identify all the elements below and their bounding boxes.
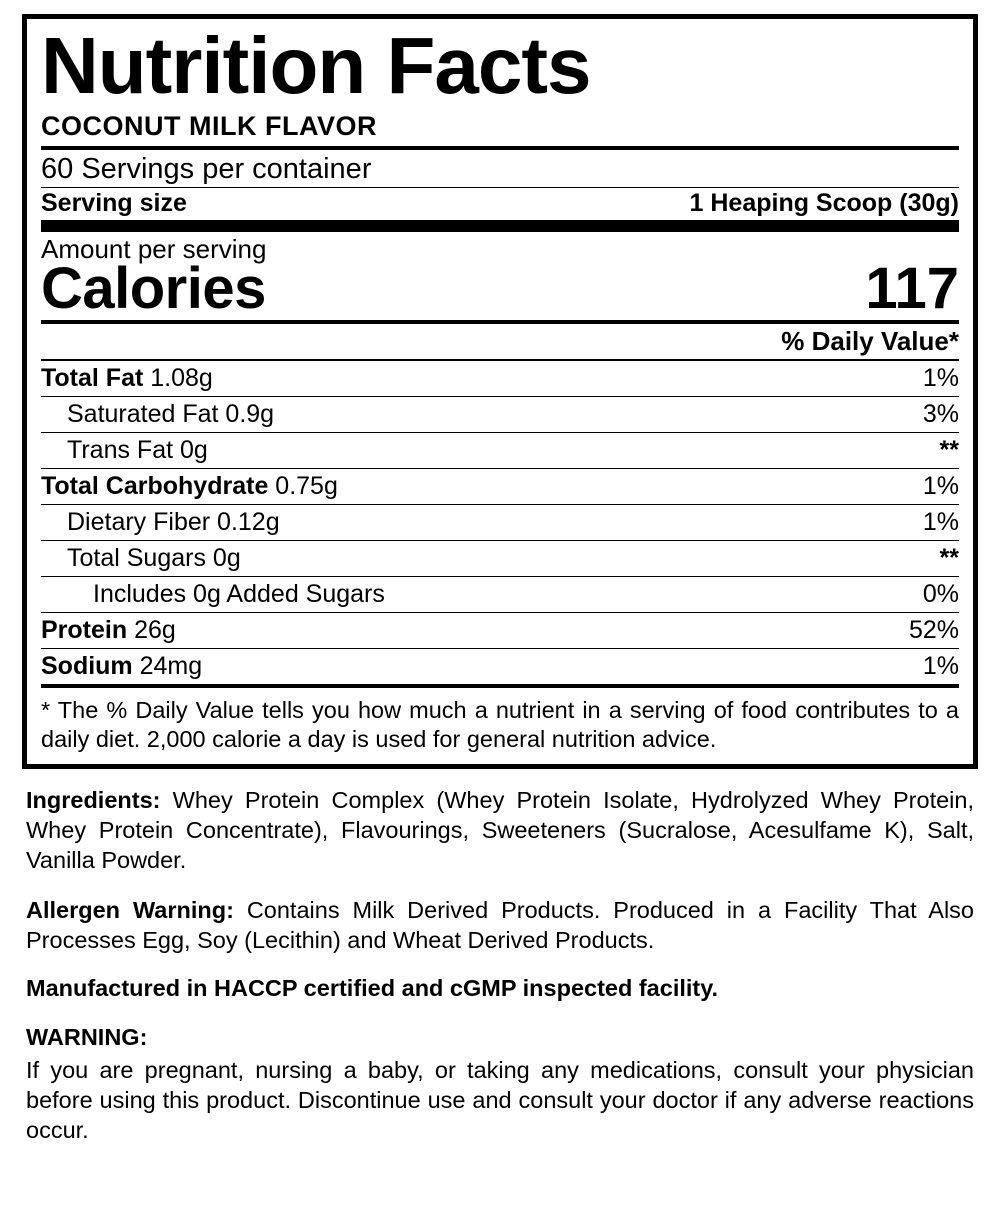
warning-heading: WARNING:: [26, 1023, 148, 1050]
nutrient-name: Dietary Fiber 0.12g: [67, 508, 280, 537]
nutrient-name-bold: Total Carbohydrate: [41, 472, 269, 501]
nutrient-name: [41, 652, 202, 681]
nutrient-name: [41, 472, 338, 501]
daily-value-footnote: * The % Daily Value tells you how much a nutrient in a serving of food contributes to a daily diet. 2,000 calorie a day is used for general nutrition advice.: [41, 697, 959, 752]
warning-text: If you are pregnant, nursing a baby, or taking any medications, consult your physician before using this product. Discontinue use and consult your doctor if any adverse reactions occur.: [26, 1056, 974, 1144]
nutrient-name: Saturated Fat 0.9g: [67, 400, 275, 429]
serving-size-value: 1 Heaping Scoop (30g): [689, 189, 959, 218]
nutrient-row: [41, 613, 959, 648]
nutrient-row: [41, 577, 959, 612]
nutrient-row: [41, 505, 959, 540]
nutrient-name-bold: Total Fat: [41, 364, 144, 393]
ingredients-paragraph: [26, 785, 974, 875]
divider-thick-above-calories: [41, 220, 959, 232]
nutrient-name: [41, 364, 213, 393]
nutrition-facts-panel: [22, 14, 978, 769]
servings-per-container: 60 Servings per container: [41, 153, 372, 186]
calories-value: 117: [865, 256, 959, 322]
nutrient-row: [41, 361, 959, 396]
nutrient-row: [41, 397, 959, 432]
nutrient-name: Total Sugars 0g: [67, 544, 241, 573]
serving-size-label: Serving size: [41, 189, 187, 218]
nutrient-name-bold: Protein: [41, 616, 128, 645]
nutrient-value: **: [939, 544, 959, 573]
ingredients-text: Whey Protein Complex (Whey Protein Isolate, Hydrolyzed Whey Protein, Whey Protein Concentrate), Flavourings, Sweeteners (Sucralose, Acesulfame K), Salt, Vanilla Powder.: [26, 786, 974, 873]
nutrient-name-rest: 26g: [127, 616, 176, 645]
nutrient-row: [41, 433, 959, 468]
nutrient-name-rest: 24mg: [132, 652, 203, 681]
calories-row: [41, 256, 959, 322]
calories-label: Calories: [41, 256, 266, 322]
divider-above-footnote: [41, 684, 959, 688]
allergen-text: Contains Milk Derived Products. Produced in a Facility That Also Processes Egg, Soy (Lecithin) and Wheat Derived Products.: [26, 896, 974, 953]
manufacturing-statement: Manufactured in HACCP certified and cGMP inspected facility.: [26, 974, 719, 1001]
nutrient-value: **: [939, 436, 959, 465]
nutrient-value: 1%: [922, 364, 959, 393]
amount-per-serving-label: Amount per serving: [41, 234, 267, 265]
nutrient-value: 1%: [922, 508, 959, 537]
nutrient-name-rest: 0.75g: [268, 472, 338, 501]
page-title: Nutrition Facts: [41, 21, 591, 110]
nutrient-value: 0%: [922, 580, 959, 609]
nutrient-name-rest: 1.08g: [143, 364, 213, 393]
nutrient-name-bold: Sodium: [41, 652, 133, 681]
nutrient-name: Includes 0g Added Sugars: [93, 580, 385, 609]
serving-size-row: [41, 188, 959, 220]
nutrient-row: [41, 541, 959, 576]
flavor-subtitle: COCONUT MILK FLAVOR: [41, 111, 377, 142]
allergen-label: Allergen Warning:: [26, 896, 234, 923]
nutrient-row: [41, 469, 959, 504]
nutrient-value: 52%: [908, 616, 959, 645]
ingredients-label: Ingredients:: [26, 786, 161, 813]
daily-value-header: % Daily Value*: [781, 326, 959, 357]
nutrient-value: 3%: [922, 400, 959, 429]
nutrient-name: Trans Fat 0g: [67, 436, 208, 465]
divider-under-flavor: [41, 146, 959, 150]
nutrient-row: [41, 649, 959, 684]
allergen-paragraph: [26, 895, 974, 955]
supplementary-text: [22, 785, 978, 1146]
nutrient-value: 1%: [922, 472, 959, 501]
nutrient-name: [41, 616, 176, 645]
nutrient-value: 1%: [922, 652, 959, 681]
